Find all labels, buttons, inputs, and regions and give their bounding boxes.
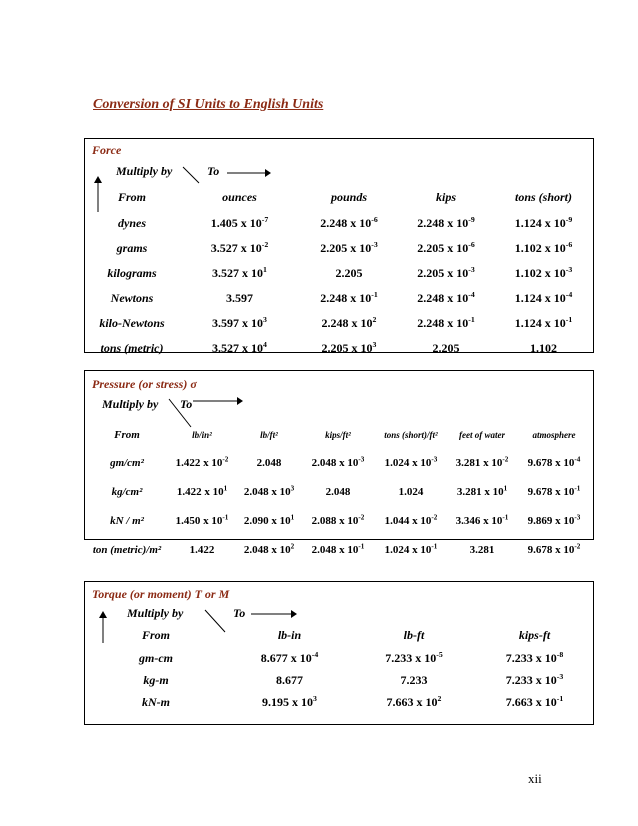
torque-section <box>84 581 594 725</box>
conversion-factor: 9.195 x $10^3$ <box>262 693 317 709</box>
pressure-to-label: To <box>180 397 193 411</box>
conversion-factor: 7.233 <box>400 672 428 687</box>
table-row <box>85 211 593 236</box>
pressure-multiply-label: Multiply by <box>102 397 159 411</box>
conversion-factor: 2.248 x $10^{-9}$ <box>417 215 475 230</box>
conversion-factor: 3.281 x $10^1$ <box>456 483 508 498</box>
from-label: From <box>141 628 170 642</box>
table-row <box>85 477 593 506</box>
conversion-factor: 1.024 <box>398 485 424 498</box>
table-row <box>85 236 593 261</box>
conversion-factor: 7.233 x $10^{-3}$ <box>505 671 564 687</box>
pressure-section <box>84 370 594 556</box>
row-unit: kilo-Newtons <box>99 316 165 330</box>
conversion-factor: 2.048 x $10^{-1}$ <box>311 541 365 556</box>
row-unit: tons (metric) <box>100 341 164 355</box>
conversion-factor: 1.124 x $10^{-9}$ <box>514 215 573 230</box>
torque-title: Torque (or moment) T or M <box>92 587 230 601</box>
conversion-factor: 8.677 <box>276 672 303 687</box>
column-header: ounces <box>222 189 257 204</box>
force-title: Force <box>92 143 122 157</box>
column-header: kips-ft <box>518 628 551 642</box>
conversion-factor: 1.102 x $10^{-6}$ <box>514 240 573 255</box>
conversion-factor: 1.422 <box>189 543 215 556</box>
conversion-factor: 1.405 x $10^{-7}$ <box>210 215 269 230</box>
conversion-factor: 3.597 x $10^3$ <box>212 315 267 330</box>
conversion-factor: 9.678 x $10^{-4}$ <box>527 454 581 469</box>
conversion-factor: 3.527 x $10^4$ <box>212 340 267 355</box>
conversion-factor: 1.124 x $10^{-1}$ <box>514 315 573 330</box>
conversion-factor: 7.663 x $10^{-1}$ <box>505 693 564 709</box>
conversion-factor: 2.248 x $10^{-4}$ <box>417 290 475 305</box>
force-to-label: To <box>207 164 220 178</box>
column-header: pounds <box>330 189 368 204</box>
torque-table <box>85 624 593 713</box>
conversion-factor: 3.281 x $10^{-2}$ <box>455 454 509 469</box>
conversion-factor: 9.678 x $10^{-1}$ <box>527 483 581 498</box>
table-row <box>85 448 593 477</box>
table-row <box>85 311 593 336</box>
row-unit: gm/cm² <box>110 456 144 469</box>
conversion-factor: 2.205 <box>335 266 363 280</box>
pressure-title: Pressure (or stress) σ <box>92 377 197 391</box>
table-row <box>85 506 593 535</box>
header-row <box>85 624 593 647</box>
conversion-factor: 8.677 x $10^{-4}$ <box>260 649 319 665</box>
conversion-factor: 2.205 x $10^{-3}$ <box>320 240 378 255</box>
conversion-factor: 2.248 x $10^{-6}$ <box>320 215 378 230</box>
conversion-factor: 2.048 <box>256 456 282 469</box>
column-header: tons (short)/ft² <box>384 430 438 440</box>
row-unit: kN / m² <box>110 514 144 527</box>
row-unit: grams <box>116 241 148 255</box>
column-header: feet of water <box>459 430 505 440</box>
column-header: lb/ft² <box>260 430 278 440</box>
conversion-factor: 1.422 x $10^{-2}$ <box>175 454 229 469</box>
conversion-factor: 2.048 <box>325 485 351 498</box>
row-unit: kN-m <box>142 694 170 709</box>
conversion-factor: 1.044 x $10^{-2}$ <box>384 512 438 527</box>
header-row <box>85 422 593 448</box>
table-row <box>85 286 593 311</box>
conversion-factor: 7.233 x $10^{-8}$ <box>505 649 564 665</box>
row-unit: dynes <box>118 216 146 230</box>
pressure-table <box>85 422 593 564</box>
column-header: lb-in <box>277 628 302 642</box>
conversion-factor: 1.024 x $10^{-3}$ <box>384 454 438 469</box>
column-header: kips/ft² <box>325 430 351 440</box>
column-header: kips <box>435 189 456 204</box>
conversion-factor: 7.663 x $10^2$ <box>386 693 442 709</box>
conversion-factor: 3.281 <box>469 543 495 556</box>
conversion-factor: 1.024 x $10^{-1}$ <box>384 541 438 556</box>
column-header: atmosphere <box>532 430 576 440</box>
table-row <box>85 669 593 691</box>
column-header: lb/in² <box>192 430 212 440</box>
column-header: tons (short) <box>514 189 573 204</box>
conversion-factor: 2.248 x $10^{-1}$ <box>417 315 475 330</box>
conversion-factor: 7.233 x $10^{-5}$ <box>385 649 443 665</box>
row-unit: kg/cm² <box>111 485 143 498</box>
conversion-factor: 2.205 x $10^3$ <box>321 340 377 355</box>
conversion-factor: 3.527 x $10^{-2}$ <box>210 240 269 255</box>
conversion-factor: 1.450 x $10^{-1}$ <box>175 512 229 527</box>
row-unit: kg-m <box>143 672 169 687</box>
force-section <box>84 138 594 353</box>
row-unit: gm-cm <box>139 650 173 665</box>
conversion-factor: 2.205 x $10^{-3}$ <box>417 265 475 280</box>
conversion-factor: 2.090 x $10^1$ <box>243 512 295 527</box>
conversion-factor: 2.248 x $10^2$ <box>321 315 377 330</box>
from-label: From <box>117 189 146 204</box>
row-unit: kilograms <box>107 266 157 280</box>
header-row <box>85 183 593 211</box>
conversion-factor: 1.124 x $10^{-4}$ <box>514 290 573 305</box>
conversion-factor: 2.248 x $10^{-1}$ <box>320 290 378 305</box>
row-unit: Newtons <box>110 291 154 305</box>
page-title: Conversion of SI Units to English Units <box>93 97 324 112</box>
conversion-factor: 9.678 x $10^{-2}$ <box>527 541 581 556</box>
torque-multiply-label: Multiply by <box>127 606 184 620</box>
force-table <box>85 183 593 361</box>
conversion-factor: 1.102 x $10^{-3}$ <box>514 265 573 280</box>
conversion-factor: 1.422 x $10^1$ <box>176 483 228 498</box>
torque-to-label: To <box>233 606 246 620</box>
conversion-factor: 3.346 x $10^{-1}$ <box>455 512 509 527</box>
table-row <box>85 691 593 713</box>
table-row <box>85 647 593 669</box>
conversion-factor: 2.048 x $10^3$ <box>243 483 295 498</box>
page-number: xii <box>528 771 542 786</box>
conversion-factor: 1.102 <box>530 341 557 355</box>
table-row <box>85 336 593 361</box>
conversion-factor: 2.205 <box>432 341 460 355</box>
force-multiply-label: Multiply by <box>116 164 173 178</box>
table-row <box>85 261 593 286</box>
column-header: lb-ft <box>403 628 425 642</box>
conversion-factor: 2.048 x $10^{-3}$ <box>311 454 365 469</box>
row-unit: ton (metric)/m² <box>92 543 162 556</box>
conversion-factor: 2.048 x $10^2$ <box>243 541 295 556</box>
from-label: From <box>114 429 140 441</box>
conversion-factor: 9.869 x $10^{-3}$ <box>527 512 581 527</box>
table-row <box>85 535 593 564</box>
conversion-factor: 2.088 x $10^{-2}$ <box>311 512 365 527</box>
conversion-factor: 3.527 x $10^1$ <box>212 265 267 280</box>
conversion-factor: 3.597 <box>226 291 253 305</box>
conversion-factor: 2.205 x $10^{-6}$ <box>417 240 475 255</box>
